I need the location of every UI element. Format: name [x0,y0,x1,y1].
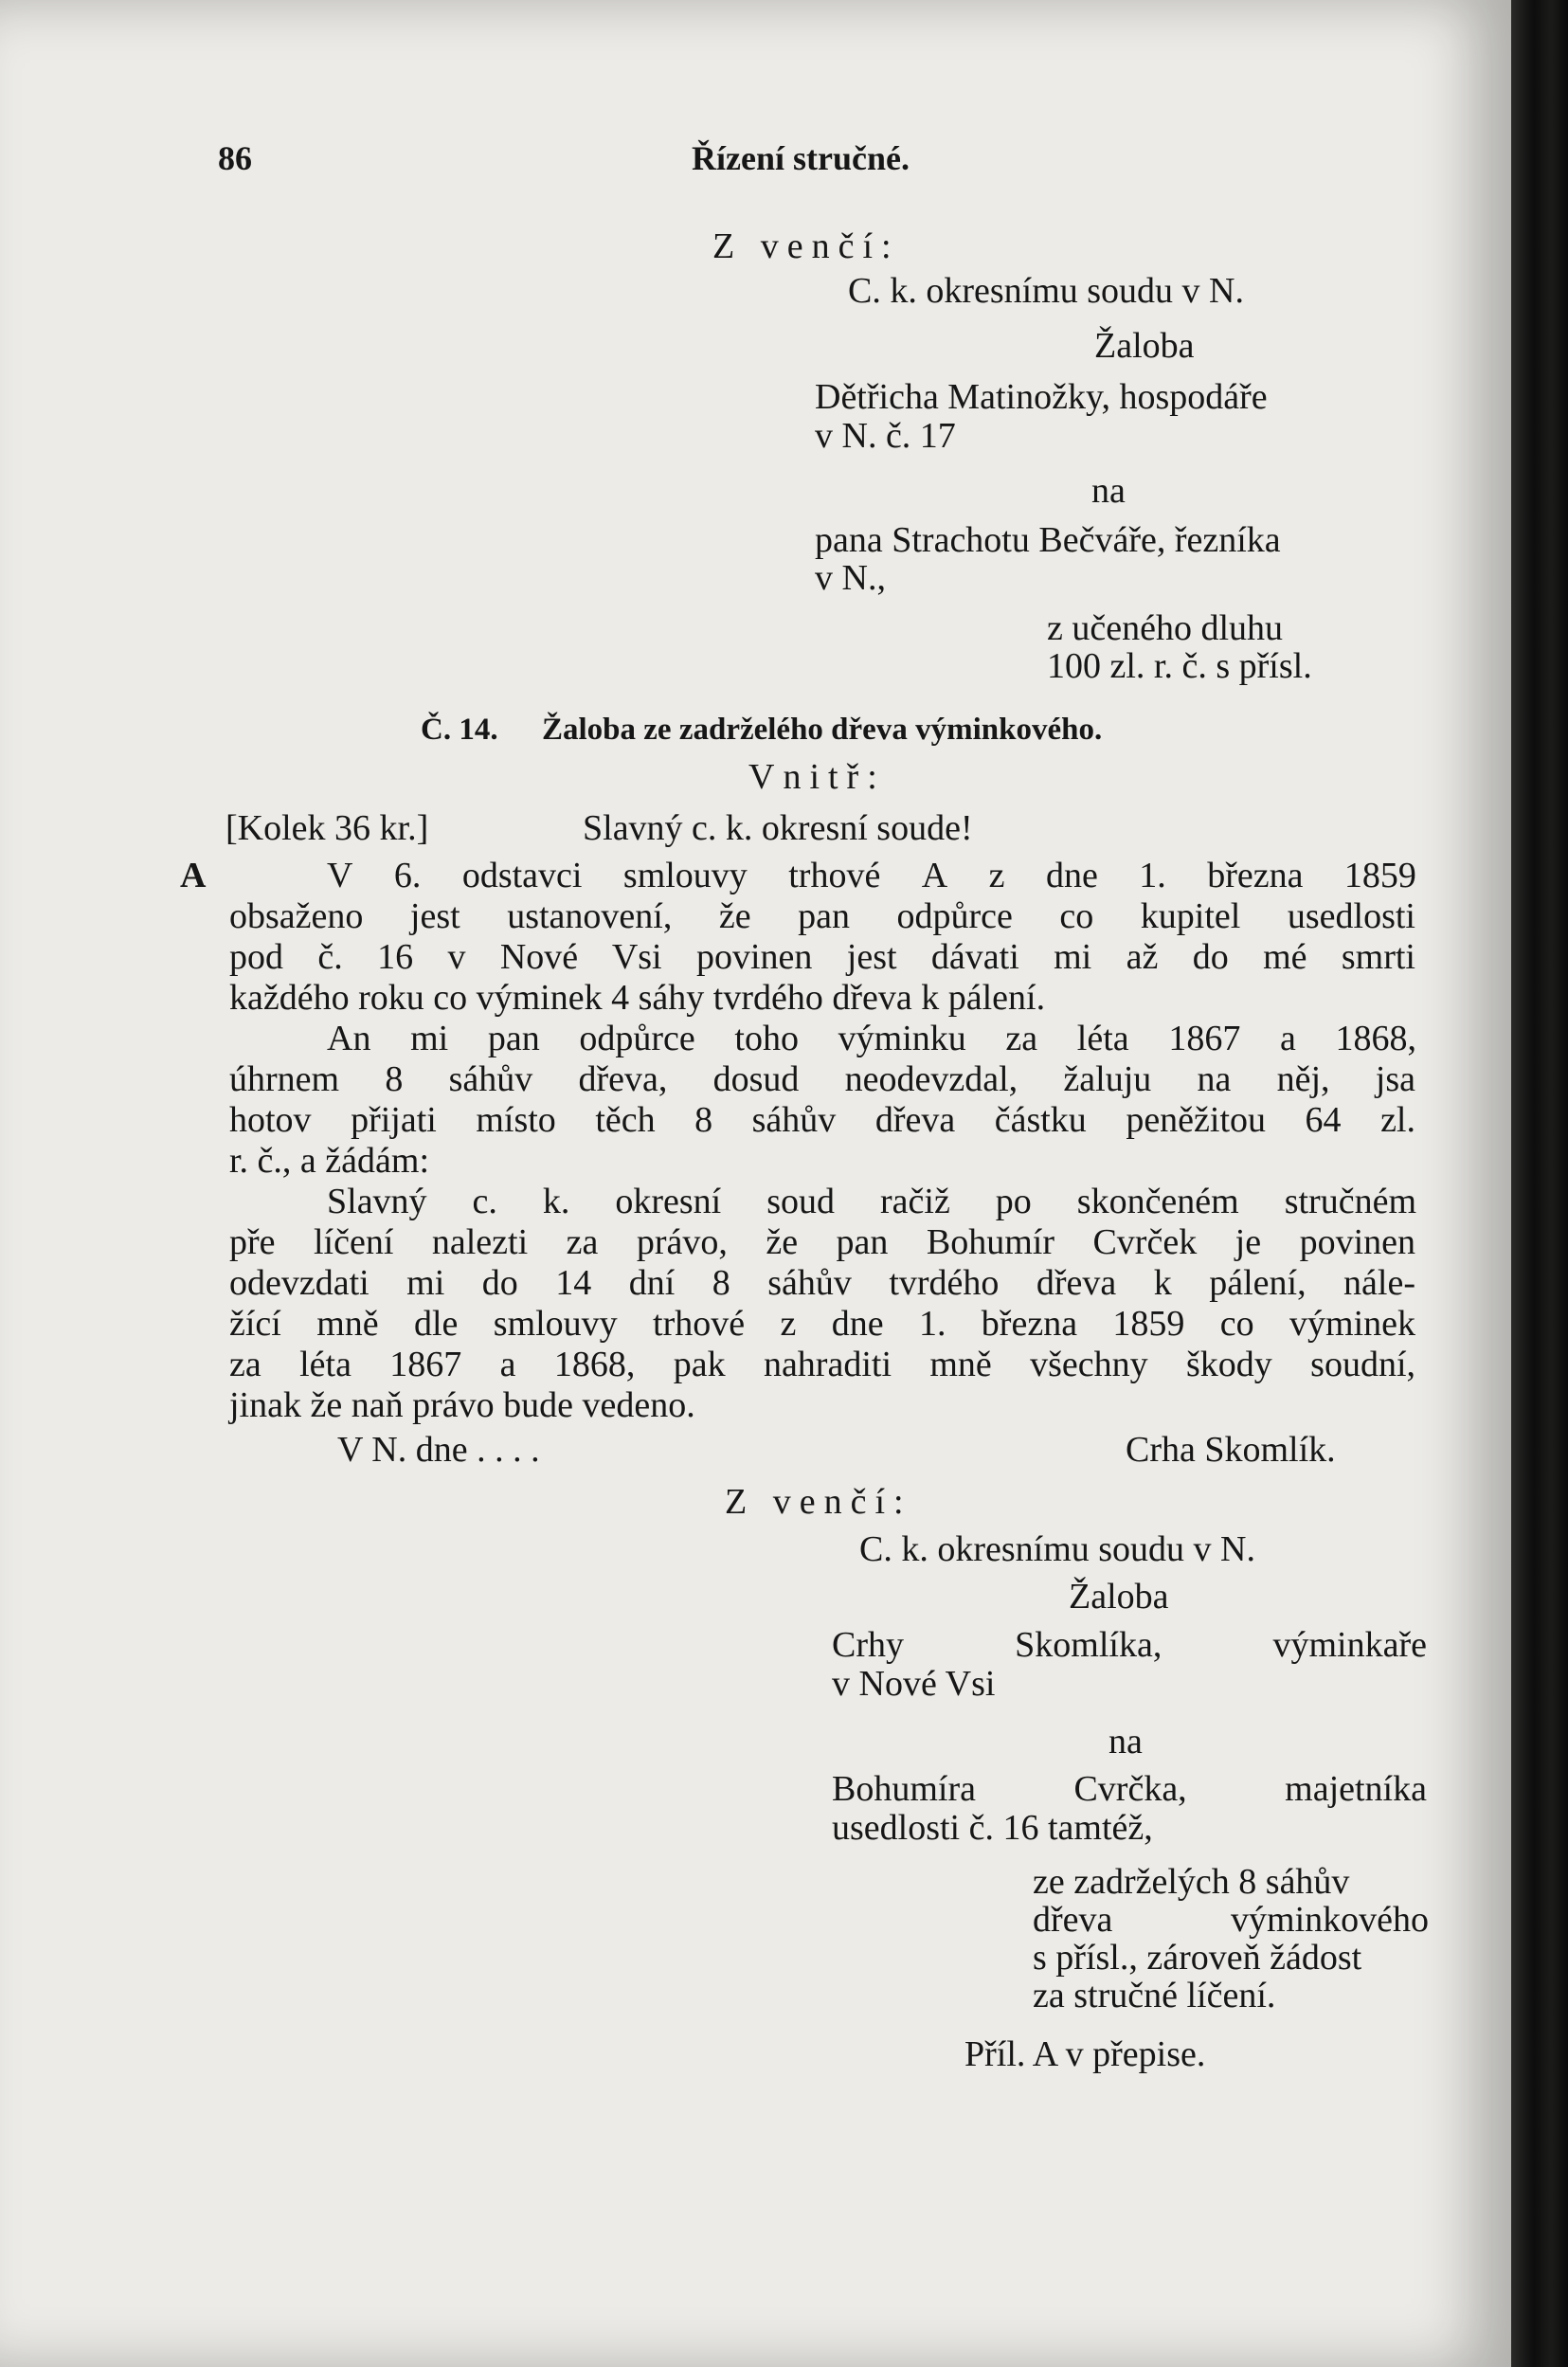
body-line: žící mně dle smlouvy trhové z dne 1. března 1859 co výminek [229,1304,1415,1344]
section-number: Č. 14. [421,713,498,747]
inside-label: Vnitř: [748,757,886,797]
subject-line-3: s přísl., zároveň žádost [1033,1938,1362,1978]
plaintiff-line-1: Dětřicha Matinožky, hospodáře [815,377,1268,417]
stamp-note: [Kolek 36 kr.] [225,808,429,848]
subject-line-1: ze zadrželých 8 sáhův [1033,1862,1350,1902]
signature-name: Crha Skomlík. [1126,1430,1336,1470]
body-line: pře líčení nalezti za právo, že pan Bohumír Cvrček je povinen [229,1222,1415,1262]
subject-line-2: dřeva výminkového [1033,1900,1429,1940]
outside-label: Z venčí: [725,1482,912,1522]
section-title: Žaloba ze zadrželého dřeva výminkového. [542,713,1103,747]
plaintiff-line-1: Crhy Skomlíka, výminkaře [832,1625,1427,1665]
outside-label: Z venčí: [712,226,900,266]
body-line: hotov přijati místo těch 8 sáhův dřeva částku peněžitou 64 zl. [229,1100,1415,1140]
defendant-line-1: pana Strachotu Bečváře, řezníka [815,520,1281,560]
body-line: An mi pan odpůrce toho výminku za léta 1867 a 1868, [327,1019,1416,1058]
body-line: úhrnem 8 sáhův dřeva, dosud neodevzdal, žaluju na něj, jsa [229,1059,1415,1099]
body-line: Slavný c. k. okresní soud račiž po skončeném stručném [327,1182,1416,1221]
attachment-note: Příl. A v přepise. [964,2034,1206,2074]
defendant-line-2: usedlosti č. 16 tamtéž, [832,1808,1153,1848]
na-label: na [1091,471,1126,511]
subject-line-1: z učeného dluhu [1047,608,1284,648]
body-line: odevzdati mi do 14 dní 8 sáhův tvrdého dřeva k pálení, nále- [229,1263,1415,1303]
book-edge [1511,0,1568,2367]
court-address: C. k. okresnímu soudu v N. [848,271,1244,311]
running-title: Řízení stručné. [692,139,910,177]
plaintiff-line-2: v N. č. 17 [815,416,956,456]
form-title: Žaloba [1094,326,1195,366]
body-line: jinak že naň právo bude vedeno. [229,1385,695,1425]
body-line: V 6. odstavci smlouvy trhové A z dne 1. března 1859 [327,856,1416,895]
body-line: pod č. 16 v Nové Vsi povinen jest dávati mi až do mé smrti [229,937,1415,977]
defendant-line-1: Bohumíra Cvrčka, majetníka [832,1769,1427,1809]
body-line: za léta 1867 a 1868, pak nahraditi mně všechny škody soudní, [229,1345,1415,1384]
place-date: V N. dne . . . . [337,1430,540,1470]
body-line: obsaženo jest ustanovení, že pan odpůrce co kupitel usedlosti [229,896,1415,936]
salutation: Slavný c. k. okresní soude! [583,808,973,848]
body-line: r. č., a žádám: [229,1141,430,1181]
body-line: každého roku co výminek 4 sáhy tvrdého dřeva k pálení. [229,978,1046,1018]
page-number: 86 [218,139,252,177]
form-title: Žaloba [1069,1577,1169,1617]
defendant-line-2: v N., [815,558,886,598]
plaintiff-line-2: v Nové Vsi [832,1664,996,1704]
annex-marker: A [180,856,207,895]
na-label: na [1108,1722,1143,1762]
court-address: C. k. okresnímu soudu v N. [859,1529,1255,1569]
subject-line-2: 100 zl. r. č. s přísl. [1047,646,1312,686]
subject-line-4: za stručné líčení. [1033,1976,1276,2015]
